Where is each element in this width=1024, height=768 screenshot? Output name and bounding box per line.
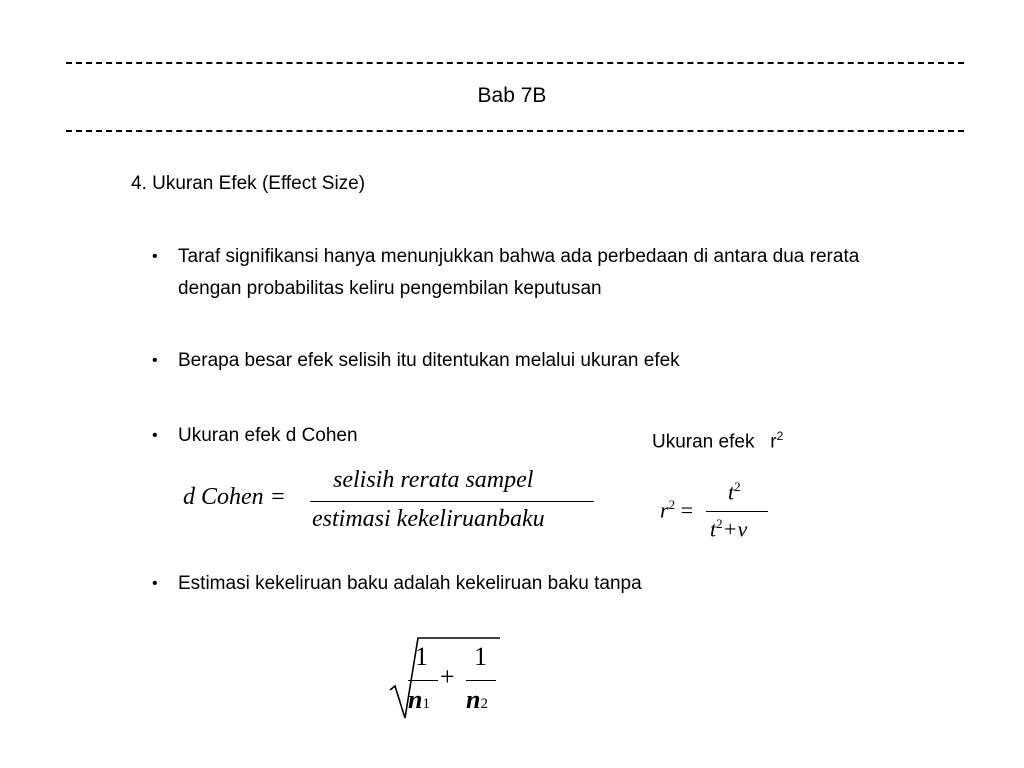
r-squared-numerator (728, 479, 741, 505)
r-num-sup: 2 (734, 479, 741, 494)
r-equals: = (680, 497, 693, 523)
r-squared-denominator (710, 516, 747, 542)
section-heading: 4. Ukuran Efek (Effect Size) (131, 173, 366, 194)
se-den2-sub: 2 (480, 696, 488, 712)
r-den-rest: +ν (722, 516, 748, 542)
r-symbol: r (660, 497, 669, 523)
bullet-text: Berapa besar efek selisih itu ditentukan melalui ukuran efek (178, 350, 680, 371)
bullet-dot-icon: • (152, 575, 158, 592)
bullet-dot-icon: • (152, 352, 158, 369)
r-sup: 2 (668, 497, 676, 512)
cohen-formula-denominator: estimasi kekeliruanbaku (312, 506, 545, 532)
r-squared-label (652, 420, 783, 458)
se-den1-symbol: n (408, 685, 423, 714)
bottom-dashed-divider (66, 130, 964, 132)
cohen-formula-lhs: d Cohen = (183, 484, 286, 510)
top-dashed-divider (66, 62, 964, 64)
r-squared-label-text: Ukuran efek (652, 431, 755, 453)
se-plus-sign: + (440, 662, 455, 691)
bullet-text: Estimasi kekeliruan baku adalah kekeliruan baku tanpa (178, 573, 642, 594)
bullet-effect-size (152, 345, 922, 377)
se-denominator-1 (408, 685, 430, 715)
bullet-text: Ukuran efek d Cohen (178, 425, 358, 446)
se-fraction-bar-2 (466, 680, 496, 681)
r-squared-label-sup: 2 (776, 429, 784, 443)
se-fraction-bar-1 (408, 680, 438, 681)
bullet-significance (152, 241, 922, 305)
bullet-standard-error (152, 568, 922, 600)
r-squared-formula-lhs (660, 497, 693, 523)
se-den1-sub: 1 (422, 696, 430, 712)
r-squared-label-symbol: r (770, 431, 777, 453)
r-den-sup: 2 (716, 516, 723, 531)
bullet-cohen-d (152, 420, 922, 452)
bullet-text: Taraf signifikansi hanya menunjukkan bahwa ada perbedaan di antara dua rerata dengan probabilitas keliru pengembilan keputusan (178, 246, 860, 299)
r-den-symbol: t (710, 516, 717, 542)
se-denominator-2 (466, 685, 488, 715)
cohen-fraction-bar (310, 501, 594, 502)
r-squared-fraction-bar (706, 511, 768, 512)
slide-title: Bab 7B (477, 84, 547, 107)
se-numerator-1: 1 (415, 642, 428, 671)
bullet-dot-icon: • (152, 427, 158, 444)
r-num-symbol: t (728, 479, 735, 505)
se-den2-symbol: n (466, 685, 481, 714)
cohen-formula-numerator: selisih rerata sampel (333, 467, 534, 493)
se-numerator-2: 1 (474, 642, 487, 671)
bullet-dot-icon: • (152, 248, 158, 265)
